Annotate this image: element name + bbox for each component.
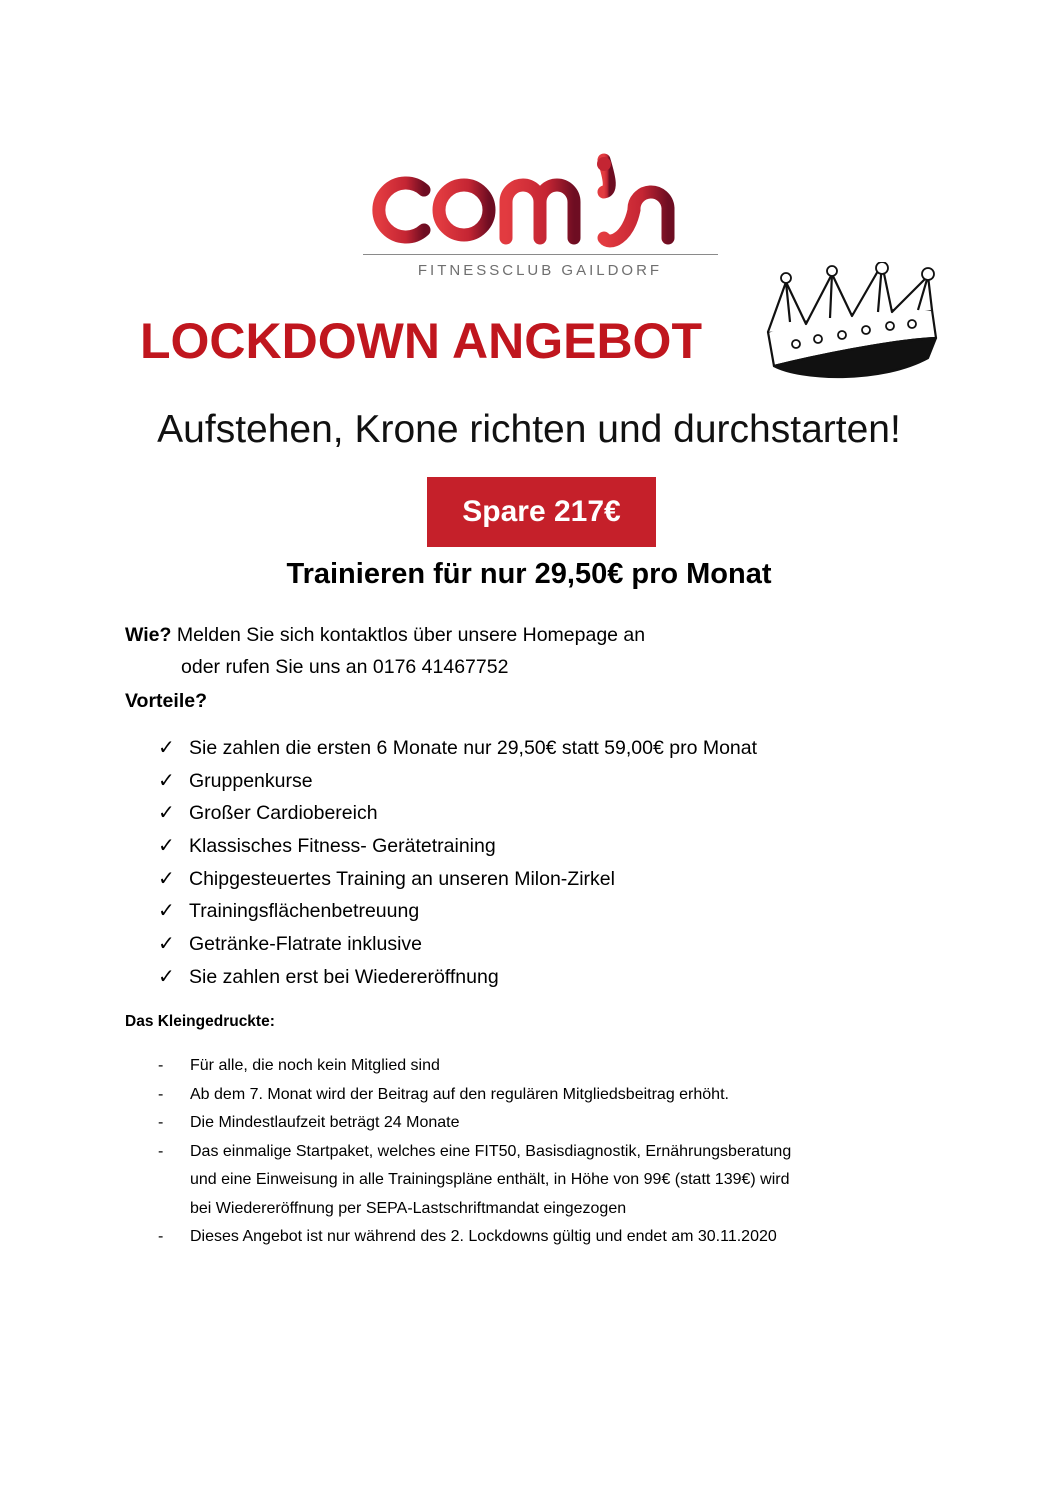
logo-divider <box>363 254 718 255</box>
how-section <box>125 619 645 651</box>
dash-bullet: - <box>158 1142 164 1160</box>
comin-wordmark-logo <box>360 150 720 250</box>
check-icon: ✓ <box>158 737 175 759</box>
check-icon: ✓ <box>158 933 175 956</box>
price-line: Trainieren für nur 29,50€ pro Monat <box>286 558 772 590</box>
advantages-label: Vorteile? <box>125 690 207 712</box>
check-icon: ✓ <box>158 965 175 988</box>
fine-print-list <box>158 1052 978 1252</box>
benefit-item: ✓ Klassisches Fitness- Gerätetraining <box>158 830 757 863</box>
logo-dot <box>597 157 611 171</box>
offer-headline: LOCKDOWN ANGEBOT <box>140 313 702 369</box>
benefit-item: ✓ Chipgesteuertes Training an unseren Milon-Zirkel <box>158 863 757 896</box>
check-icon: ✓ <box>158 867 175 890</box>
savings-badge: Spare 217€ <box>427 477 656 547</box>
fine-print-item: - Dieses Angebot ist nur während des 2. Lockdowns gültig und endet am 30.11.2020 <box>158 1223 978 1252</box>
benefit-item: ✓ Sie zahlen die ersten 6 Monate nur 29,50€ statt 59,00€ pro Monat <box>158 732 757 765</box>
tagline: Aufstehen, Krone richten und durchstarten! <box>157 408 901 451</box>
check-icon: ✓ <box>158 900 175 923</box>
club-logo <box>360 150 720 290</box>
how-line-1: Melden Sie sich kontaktlos über unsere Homepage an <box>176 624 646 646</box>
how-line-2: oder rufen Sie uns an 0176 41467752 <box>181 656 509 678</box>
fine-print-item: - Die Mindestlaufzeit beträgt 24 Monate <box>158 1109 978 1138</box>
dash-bullet: - <box>158 1114 164 1131</box>
dash-bullet: - <box>158 1057 164 1074</box>
benefit-item: ✓ Gruppenkurse <box>158 765 757 798</box>
fine-print-item: - Für alle, die noch kein Mitglied sind <box>158 1052 978 1081</box>
fine-print-item: - Ab dem 7. Monat wird der Beitrag auf den regulären Mitgliedsbeitrag erhöht. <box>158 1081 978 1110</box>
check-icon: ✓ <box>158 835 175 858</box>
logo-subtitle: FITNESSCLUB GAILDORF <box>417 262 663 279</box>
fine-print-title: Das Kleingedruckte: <box>125 1013 275 1030</box>
benefit-item: ✓ Großer Cardiobereich <box>158 797 757 830</box>
benefits-list <box>158 732 757 994</box>
fine-print-item: - Das einmalige Startpaket, welches eine FIT50, Basisdiagnostik, Ernährungsberatung und eine Einweisung in alle Trainingspläne enthält, in Höhe von 99€ (statt 139€) wird bei Wiedereröffnung per SEPA-Lastschriftmandat eingezogen <box>158 1138 978 1224</box>
dash-bullet: - <box>158 1228 164 1245</box>
crown-icon <box>760 262 945 390</box>
check-icon: ✓ <box>158 769 175 792</box>
benefit-item: ✓ Trainingsflächenbetreuung <box>158 895 757 928</box>
how-label: Wie? <box>125 624 172 646</box>
dash-bullet: - <box>158 1085 164 1103</box>
benefit-item: ✓ Sie zahlen erst bei Wiedereröffnung <box>158 961 757 994</box>
check-icon: ✓ <box>158 802 175 825</box>
benefit-item: ✓ Getränke-Flatrate inklusive <box>158 928 757 961</box>
